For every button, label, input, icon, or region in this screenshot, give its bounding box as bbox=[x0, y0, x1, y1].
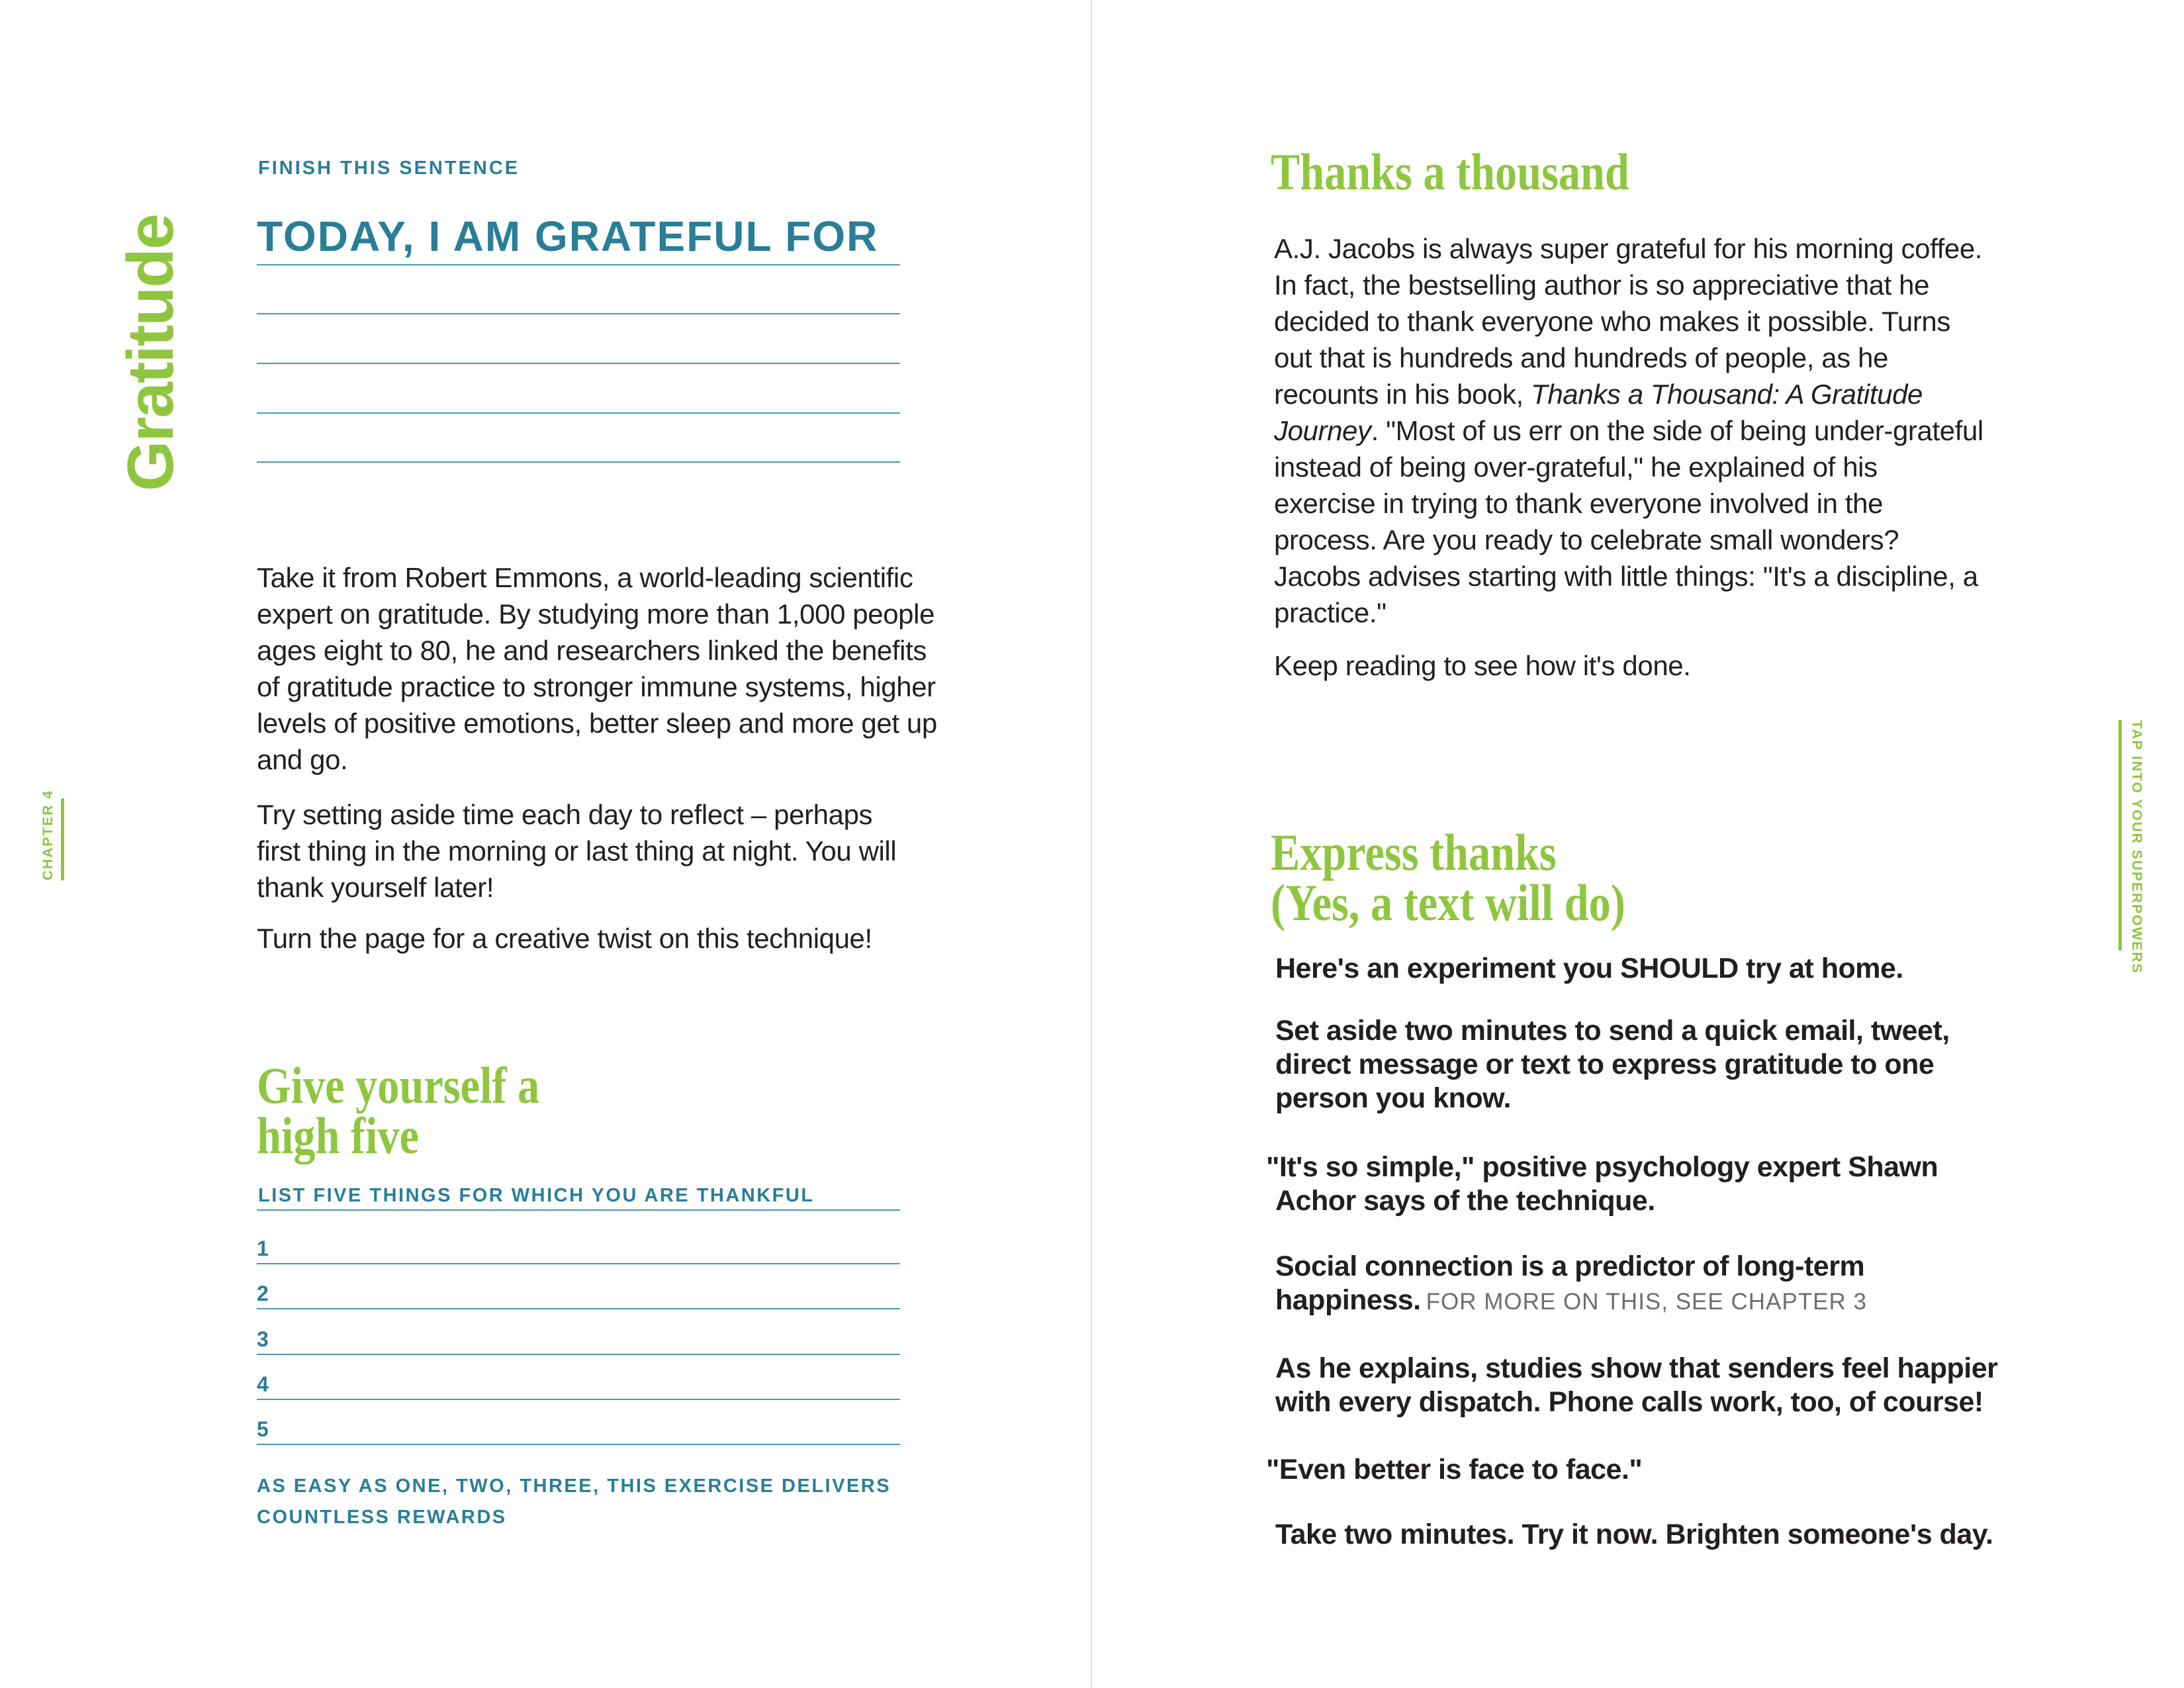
list-item-number-1: 1 bbox=[257, 1237, 269, 1260]
express-heading-line1: Express thanks bbox=[1271, 823, 1557, 881]
thanks-paragraph-pre: A.J. Jacobs is always super grateful for his morning coffee. In fact, the bestselling author is so appreciative that he decided to thank everyone who makes it possible. Turns out that is hundreds and hundreds of people, as he recounts in his book, bbox=[1274, 233, 1983, 410]
list-item-line-5 bbox=[257, 1444, 900, 1445]
list-item-line-3 bbox=[257, 1354, 900, 1355]
headline-underline bbox=[257, 264, 900, 265]
writing-line-4 bbox=[257, 461, 900, 463]
express-paragraph-6: "Even better is face to face." bbox=[1266, 1454, 1643, 1485]
chapter-tab bbox=[40, 789, 64, 880]
express-paragraph-4 bbox=[1275, 1250, 2017, 1319]
left-paragraph-2: Try setting aside time each day to reflect – perhaps first thing in the morning or last thing at night. You will thank yourself later! bbox=[257, 799, 897, 903]
list-footer-line2: COUNTLESS REWARDS bbox=[257, 1507, 507, 1528]
finish-this-sentence-label: FINISH THIS SENTENCE bbox=[258, 158, 520, 179]
writing-line-1 bbox=[257, 313, 900, 314]
superpowers-tab bbox=[2118, 720, 2146, 974]
chapter-tab-label: CHAPTER 4 bbox=[40, 789, 56, 880]
express-paragraph-1: Here's an experiment you SHOULD try at home. bbox=[1275, 953, 1903, 984]
left-paragraph-1: Take it from Robert Emmons, a world-leading scientific expert on gratitude. By studying more than 1,000 people ages eight to 80, he and researchers linked the benefits of gratitude practice to stronger immune systems, higher levels of positive emotions, better sleep and more get up and go. bbox=[257, 562, 937, 775]
list-item-line-1 bbox=[257, 1263, 900, 1264]
express-paragraph-2: Set aside two minutes to send a quick email, tweet, direct message or text to express gratitude to one person you know. bbox=[1275, 1015, 1950, 1114]
thanks-paragraph-post: . "Most of us err on the side of being under-grateful instead of being over-grateful," he explained of his exercise in trying to thank everyone involved in the process. Are you ready to celebrate small wonders? Jacobs advises starting with little things: "It's a discipline, a practice." bbox=[1274, 415, 1983, 628]
list-item-number-3: 3 bbox=[257, 1327, 269, 1351]
writing-line-3 bbox=[257, 412, 900, 414]
chapter-cross-reference: FOR MORE ON THIS, SEE CHAPTER 3 bbox=[1426, 1289, 1867, 1315]
superpowers-tab-label: TAP INTO YOUR SUPERPOWERS bbox=[2129, 720, 2144, 974]
express-paragraph-5: As he explains, studies show that senders feel happier with every dispatch. Phone calls work, too, of course! bbox=[1275, 1352, 1998, 1418]
keep-reading-note: Keep reading to see how it's done. bbox=[1274, 650, 1691, 681]
high-five-heading bbox=[257, 1056, 540, 1164]
list-footer bbox=[257, 1471, 891, 1533]
high-five-heading-line1: Give yourself a bbox=[257, 1056, 540, 1114]
list-item-line-2 bbox=[257, 1308, 900, 1309]
list-item-number-4: 4 bbox=[257, 1372, 269, 1396]
list-item-line-4 bbox=[257, 1399, 900, 1400]
express-heading bbox=[1271, 823, 1625, 931]
express-paragraph-7: Take two minutes. Try it now. Brighten someone's day. bbox=[1275, 1519, 1993, 1550]
list-label: LIST FIVE THINGS FOR WHICH YOU ARE THANKFUL bbox=[258, 1185, 815, 1206]
express-paragraph-4-main: Social connection is a predictor of long-term happiness. bbox=[1275, 1250, 1865, 1316]
left-paragraph-3: Turn the page for a creative twist on this technique! bbox=[257, 923, 872, 954]
thanks-heading: Thanks a thousand bbox=[1271, 143, 1629, 201]
writing-line-2 bbox=[257, 363, 900, 364]
thanks-paragraph bbox=[1274, 230, 1985, 631]
express-paragraph-3: "It's so simple," positive psychology expert Shawn Achor says of the technique. bbox=[1266, 1151, 1938, 1217]
right-page bbox=[1092, 0, 2184, 1688]
list-item-number-2: 2 bbox=[257, 1282, 269, 1305]
list-item-number-5: 5 bbox=[257, 1417, 269, 1441]
book-title-italic: Thanks a Thousand: A Gratitude Journey bbox=[1274, 379, 1923, 446]
express-heading-line2: (Yes, a text will do) bbox=[1271, 874, 1625, 931]
grateful-headline: TODAY, I AM GRATEFUL FOR bbox=[257, 212, 879, 260]
high-five-heading-line2: high five bbox=[257, 1107, 419, 1164]
chapter-title-text: Gratitude bbox=[114, 214, 187, 491]
list-label-rule bbox=[257, 1209, 900, 1211]
list-footer-line1: AS EASY AS ONE, TWO, THREE, THIS EXERCISE DELIVERS bbox=[257, 1476, 891, 1497]
chapter-title-vertical bbox=[114, 152, 187, 491]
